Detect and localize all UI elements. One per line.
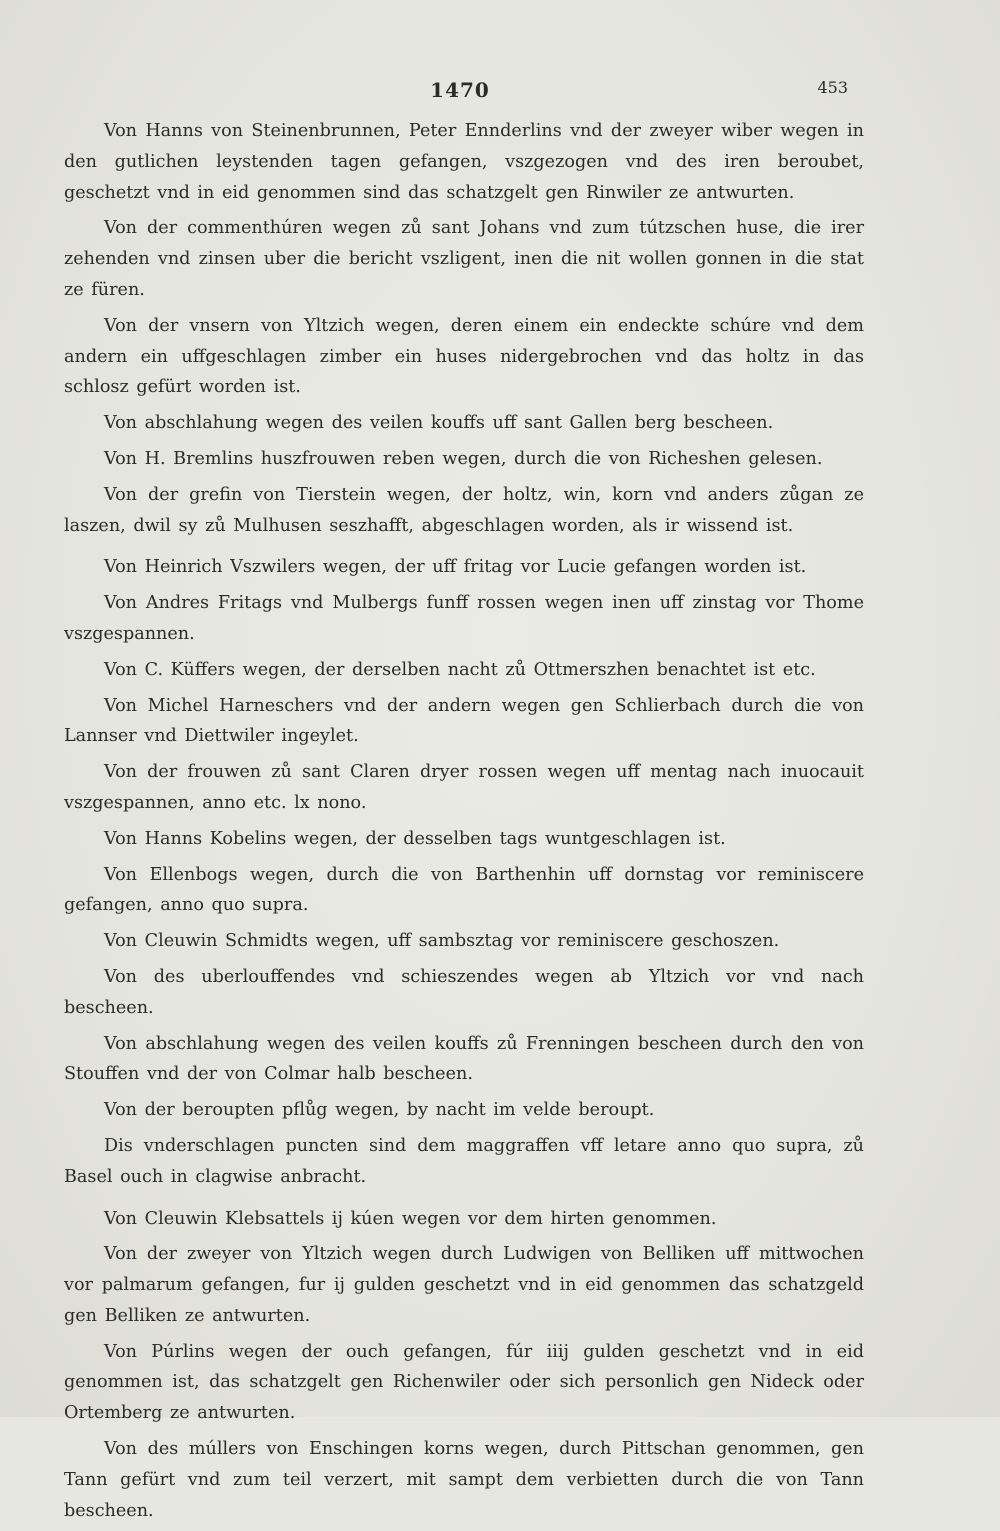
- paragraph: Von Heinrich Vszwilers wegen, der uff fritag vor Lucie gefangen worden ist.: [104, 557, 807, 578]
- paragraph: Von C. Küffers wegen, der derselben nacht zů Ottmerszhen benachtet ist etc.: [104, 659, 816, 680]
- paragraph: Von der beroupten pflůg wegen, by nacht im velde beroupt.: [104, 1100, 655, 1121]
- paragraph: Von Cleuwin Schmidts wegen, uff sambsztag vor reminiscere geschoszen.: [104, 931, 780, 952]
- paragraph: Von der commenthúren wegen zů sant Johans vnd zum tútzschen huse, die irer zehenden vnd zinsen uber die bericht vszligent, inen die nit wollen gonnen in die stat ze füren.: [64, 218, 864, 300]
- paragraph: Von der zweyer von Yltzich wegen durch Ludwigen von Belliken uff mittwochen vor palmarum gefangen, fur ij gulden geschetzt vnd in eid genommen das schatzgeld gen Belliken ze antwurten.: [64, 1244, 864, 1326]
- paragraph: Von Hanns von Steinenbrunnen, Peter Ennderlins vnd der zweyer wiber wegen in den gutlichen leystenden tagen gefangen, vszgezogen vnd des iren beroubet, geschetzt vnd in eid genommen sind das schatzgelt gen Rinwiler ze antwurten.: [64, 121, 864, 203]
- paragraph: Von Andres Fritags vnd Mulbergs funff rossen wegen inen uff zinstag vor Thome vszgespannen.: [64, 593, 864, 644]
- paragraph: Von abschlahung wegen des veilen kouffs zů Frenningen bescheen durch den von Stouffen vnd der von Colmar halb bescheen.: [64, 1033, 864, 1085]
- paragraph: Von Púrlins wegen der ouch gefangen, fúr iiij gulden geschetzt vnd in eid genommen ist, das schatzgelt gen Richenwiler oder sich personlich gen Nideck oder Ortemberg ze antwurten.: [64, 1341, 864, 1424]
- paragraph: Von Ellenbogs wegen, durch die von Barthenhin uff dornstag vor reminiscere gefangen, anno quo supra.: [64, 864, 864, 916]
- paragraph: Von der vnsern von Yltzich wegen, deren einem ein endeckte schúre vnd dem andern ein uffgeschlagen zimber ein huses nidergebrochen vnd das holtz in das schlosz gefürt worden ist.: [64, 315, 864, 398]
- page-header-year: 1470: [430, 78, 490, 102]
- paragraph: Von Hanns Kobelins wegen, der desselben tags wuntgeschlagen ist.: [104, 828, 726, 849]
- page-number: 453: [817, 78, 848, 97]
- paragraph: Von des múllers von Enschingen korns wegen, durch Pittschan genommen, gen Tann gefürt vnd zum teil verzert, mit sampt dem verbietten durch die von Tann bescheen.: [64, 1439, 864, 1521]
- paragraph: Dis vnderschlagen puncten sind dem maggraffen vff letare anno quo supra, zů Basel ouch in clagwise anbracht.: [64, 1135, 864, 1187]
- paragraph: Von des uberlouffendes vnd schieszendes wegen ab Yltzich vor vnd nach bescheen.: [64, 966, 864, 1018]
- document-body: [64, 116, 864, 1531]
- paragraph: Von H. Bremlins huszfrouwen reben wegen, durch die von Richeshen gelesen.: [104, 448, 823, 469]
- paragraph: Von der frouwen zů sant Claren dryer rossen wegen uff mentag nach inuocauit vszgespannen, anno etc. lx nono.: [64, 762, 864, 813]
- paragraph: Von abschlahung wegen des veilen kouffs uff sant Gallen berg bescheen.: [104, 413, 774, 434]
- paragraph: Von der grefin von Tierstein wegen, der holtz, win, korn vnd anders zůgan ze laszen, dwil sy zů Mulhusen seszhafft, abgeschlagen worden, als ir wissend ist.: [64, 484, 864, 536]
- paragraph: Von Cleuwin Klebsattels ij kúen wegen vor dem hirten genommen.: [104, 1208, 717, 1229]
- paragraph: Von Michel Harneschers vnd der andern wegen gen Schlierbach durch die von Lannser vnd Diettwiler ingeylet.: [64, 695, 864, 747]
